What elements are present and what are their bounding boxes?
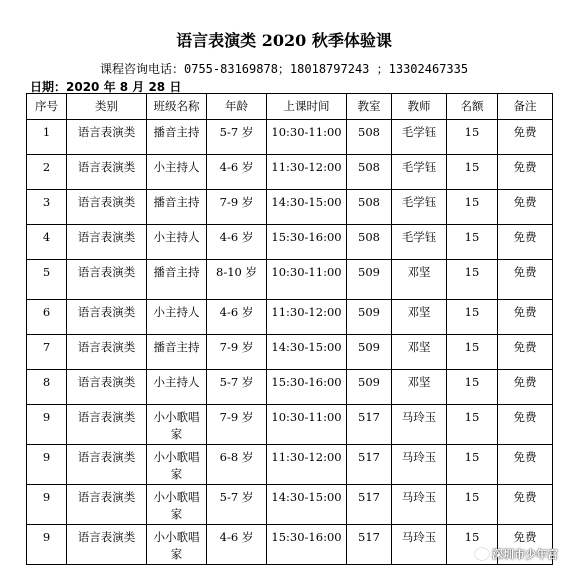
cell-category: 语言表演类 <box>67 260 147 300</box>
cell-class-name: 小小歌唱家 <box>147 445 207 485</box>
cell-note: 免费 <box>498 190 553 225</box>
cell-teacher: 马玲玉 <box>392 445 447 485</box>
cell-class-name: 小主持人 <box>147 370 207 405</box>
cell-note: 免费 <box>498 225 553 260</box>
cell-category: 语言表演类 <box>67 445 147 485</box>
cell-time: 10:30-11:00 <box>267 120 347 155</box>
cell-time: 11:30-12:00 <box>267 445 347 485</box>
cell-index: 9 <box>27 525 67 565</box>
cell-index: 9 <box>27 445 67 485</box>
table-header-row <box>27 94 553 120</box>
table-row <box>27 445 553 485</box>
cell-teacher: 毛学钰 <box>392 120 447 155</box>
cell-teacher: 马玲玉 <box>392 485 447 525</box>
cell-index: 5 <box>27 260 67 300</box>
cell-room: 508 <box>347 225 392 260</box>
cell-quota: 15 <box>447 525 498 565</box>
header-index: 序号 <box>27 94 67 120</box>
cell-time: 15:30-16:00 <box>267 370 347 405</box>
cell-room: 508 <box>347 155 392 190</box>
cell-category: 语言表演类 <box>67 225 147 260</box>
cell-teacher: 毛学钰 <box>392 225 447 260</box>
cell-index: 3 <box>27 190 67 225</box>
cell-teacher: 马玲玉 <box>392 525 447 565</box>
cell-quota: 15 <box>447 445 498 485</box>
document-title: 语言表演类 2020 秋季体验课 <box>176 31 392 50</box>
cell-teacher: 邓坚 <box>392 300 447 335</box>
cell-time: 10:30-11:00 <box>267 260 347 300</box>
cell-class-name: 小主持人 <box>147 300 207 335</box>
header-room: 教室 <box>347 94 392 120</box>
cell-quota: 15 <box>447 485 498 525</box>
cell-room: 509 <box>347 300 392 335</box>
header-note: 备注 <box>498 94 553 120</box>
cell-age: 4-6 岁 <box>207 300 267 335</box>
cell-teacher: 邓坚 <box>392 370 447 405</box>
cell-teacher: 邓坚 <box>392 260 447 300</box>
cell-age: 8-10 岁 <box>207 260 267 300</box>
cell-index: 1 <box>27 120 67 155</box>
cell-age: 4-6 岁 <box>207 155 267 190</box>
watermark-text: 深圳市少年宫 <box>492 548 558 561</box>
cell-note: 免费 <box>498 485 553 525</box>
cell-category: 语言表演类 <box>67 190 147 225</box>
table-row <box>27 405 553 445</box>
table-row <box>27 190 553 225</box>
cell-time: 15:30-16:00 <box>267 225 347 260</box>
cell-room: 517 <box>347 445 392 485</box>
cell-age: 7-9 岁 <box>207 190 267 225</box>
cell-quota: 15 <box>447 120 498 155</box>
cell-teacher: 毛学钰 <box>392 155 447 190</box>
cell-note: 免费 <box>498 260 553 300</box>
cell-class-name: 播音主持 <box>147 190 207 225</box>
cell-class-name: 播音主持 <box>147 120 207 155</box>
cell-category: 语言表演类 <box>67 370 147 405</box>
cell-teacher: 毛学钰 <box>392 190 447 225</box>
cell-room: 517 <box>347 525 392 565</box>
cell-index: 6 <box>27 300 67 335</box>
cell-time: 11:30-12:00 <box>267 300 347 335</box>
cell-class-name: 小小歌唱家 <box>147 525 207 565</box>
header-quota: 名额 <box>447 94 498 120</box>
cell-room: 509 <box>347 370 392 405</box>
cell-time: 14:30-15:00 <box>267 485 347 525</box>
table-row <box>27 120 553 155</box>
cell-note: 免费 <box>498 155 553 190</box>
table-row <box>27 155 553 190</box>
cell-class-name: 小主持人 <box>147 225 207 260</box>
cell-quota: 15 <box>447 190 498 225</box>
course-date: 日期：2020 年 8 月 28 日 <box>30 80 182 94</box>
cell-age: 5-7 岁 <box>207 485 267 525</box>
schedule-table <box>26 93 553 565</box>
cell-age: 4-6 岁 <box>207 225 267 260</box>
table-row <box>27 260 553 300</box>
cell-room: 517 <box>347 485 392 525</box>
cell-note: 免费 <box>498 335 553 370</box>
cell-teacher: 马玲玉 <box>392 405 447 445</box>
cell-category: 语言表演类 <box>67 405 147 445</box>
cell-time: 14:30-15:00 <box>267 190 347 225</box>
header-teacher: 教师 <box>392 94 447 120</box>
cell-age: 7-9 岁 <box>207 405 267 445</box>
cell-class-name: 小主持人 <box>147 155 207 190</box>
cell-category: 语言表演类 <box>67 525 147 565</box>
cell-room: 508 <box>347 190 392 225</box>
cell-room: 508 <box>347 120 392 155</box>
cell-time: 10:30-11:00 <box>267 405 347 445</box>
table-row <box>27 525 553 565</box>
cell-age: 4-6 岁 <box>207 525 267 565</box>
cell-index: 9 <box>27 485 67 525</box>
cell-category: 语言表演类 <box>67 155 147 190</box>
cell-quota: 15 <box>447 300 498 335</box>
header-time: 上课时间 <box>267 94 347 120</box>
consult-phone: 课程咨询电话：0755-83169878；18018797243 ；13302467335 <box>100 62 469 76</box>
cell-class-name: 小小歌唱家 <box>147 405 207 445</box>
table-row <box>27 370 553 405</box>
cell-teacher: 邓坚 <box>392 335 447 370</box>
cell-index: 7 <box>27 335 67 370</box>
cell-age: 7-9 岁 <box>207 335 267 370</box>
cell-room: 509 <box>347 335 392 370</box>
cell-category: 语言表演类 <box>67 335 147 370</box>
cell-quota: 15 <box>447 260 498 300</box>
cell-index: 2 <box>27 155 67 190</box>
cell-time: 15:30-16:00 <box>267 525 347 565</box>
table-row <box>27 225 553 260</box>
cell-class-name: 播音主持 <box>147 335 207 370</box>
cell-quota: 15 <box>447 370 498 405</box>
cell-category: 语言表演类 <box>67 120 147 155</box>
cell-class-name: 播音主持 <box>147 260 207 300</box>
header-age: 年龄 <box>207 94 267 120</box>
cell-category: 语言表演类 <box>67 300 147 335</box>
cell-index: 8 <box>27 370 67 405</box>
cell-quota: 15 <box>447 405 498 445</box>
cell-note: 免费 <box>498 370 553 405</box>
cell-note: 免费 <box>498 445 553 485</box>
cell-category: 语言表演类 <box>67 485 147 525</box>
header-category: 类别 <box>67 94 147 120</box>
cell-index: 4 <box>27 225 67 260</box>
cell-time: 14:30-15:00 <box>267 335 347 370</box>
cell-age: 6-8 岁 <box>207 445 267 485</box>
cell-note: 免费 <box>498 525 553 565</box>
cell-quota: 15 <box>447 155 498 190</box>
cell-note: 免费 <box>498 405 553 445</box>
cell-room: 509 <box>347 260 392 300</box>
table-row <box>27 335 553 370</box>
cell-quota: 15 <box>447 225 498 260</box>
cell-age: 5-7 岁 <box>207 370 267 405</box>
wechat-icon <box>475 548 489 560</box>
header-class-name: 班级名称 <box>147 94 207 120</box>
table-row <box>27 485 553 525</box>
cell-note: 免费 <box>498 120 553 155</box>
table-row <box>27 300 553 335</box>
cell-age: 5-7 岁 <box>207 120 267 155</box>
cell-room: 517 <box>347 405 392 445</box>
cell-time: 11:30-12:00 <box>267 155 347 190</box>
cell-class-name: 小小歌唱家 <box>147 485 207 525</box>
cell-quota: 15 <box>447 335 498 370</box>
cell-index: 9 <box>27 405 67 445</box>
watermark <box>475 546 558 562</box>
cell-note: 免费 <box>498 300 553 335</box>
